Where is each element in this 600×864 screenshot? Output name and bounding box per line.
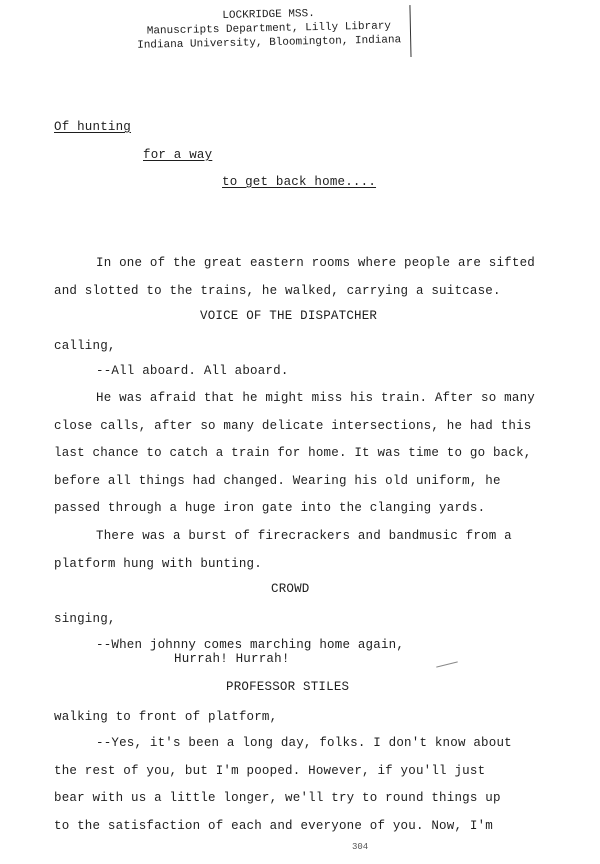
speaker-heading: CROWD <box>271 582 310 596</box>
body-line: passed through a huge iron gate into the clanging yards. <box>54 501 486 515</box>
body-line: In one of the great eastern rooms where people are sifted <box>96 256 535 270</box>
stamp-line-1: LOCKRIDGE MSS. <box>222 8 315 22</box>
body-line: to the satisfaction of each and everyone of you. Now, I'm <box>54 819 493 833</box>
body-line: --All aboard. All aboard. <box>96 364 289 378</box>
pencil-mark <box>436 661 458 667</box>
heading-line-1: Of hunting <box>54 120 132 134</box>
stamp-line-2: Manuscripts Department, Lilly Library <box>146 20 392 38</box>
body-line: calling, <box>54 339 116 353</box>
song-line: Hurrah! Hurrah! <box>174 652 290 666</box>
library-stamp <box>127 5 411 63</box>
body-line: He was afraid that he might miss his train. After so many <box>96 391 535 405</box>
speaker-heading: PROFESSOR STILES <box>226 680 350 694</box>
body-line: before all things had changed. Wearing his old uniform, he <box>54 474 501 488</box>
song-line: --When johnny comes marching home again, <box>96 638 405 652</box>
stamp-line-3: Indiana University, Bloomington, Indiana <box>137 34 402 52</box>
body-line: bear with us a little longer, we'll try to round things up <box>54 791 501 805</box>
body-line: platform hung with bunting. <box>54 557 262 571</box>
heading-line-2: for a way <box>143 148 213 162</box>
speaker-heading: VOICE OF THE DISPATCHER <box>200 309 378 323</box>
body-line: There was a burst of firecrackers and bandmusic from a <box>96 529 512 543</box>
body-line: singing, <box>54 612 116 626</box>
heading-line-3: to get back home.... <box>222 175 377 189</box>
body-line: walking to front of platform, <box>54 710 278 724</box>
body-line: and slotted to the trains, he walked, carrying a suitcase. <box>54 284 501 298</box>
body-line: --Yes, it's been a long day, folks. I don't know about <box>96 736 512 750</box>
body-line: last chance to catch a train for home. It was time to go back, <box>54 446 532 460</box>
body-line: close calls, after so many delicate intersections, he had this <box>54 419 532 433</box>
body-line: the rest of you, but I'm pooped. However, if you'll just <box>54 764 486 778</box>
page-number: 304 <box>352 842 369 852</box>
